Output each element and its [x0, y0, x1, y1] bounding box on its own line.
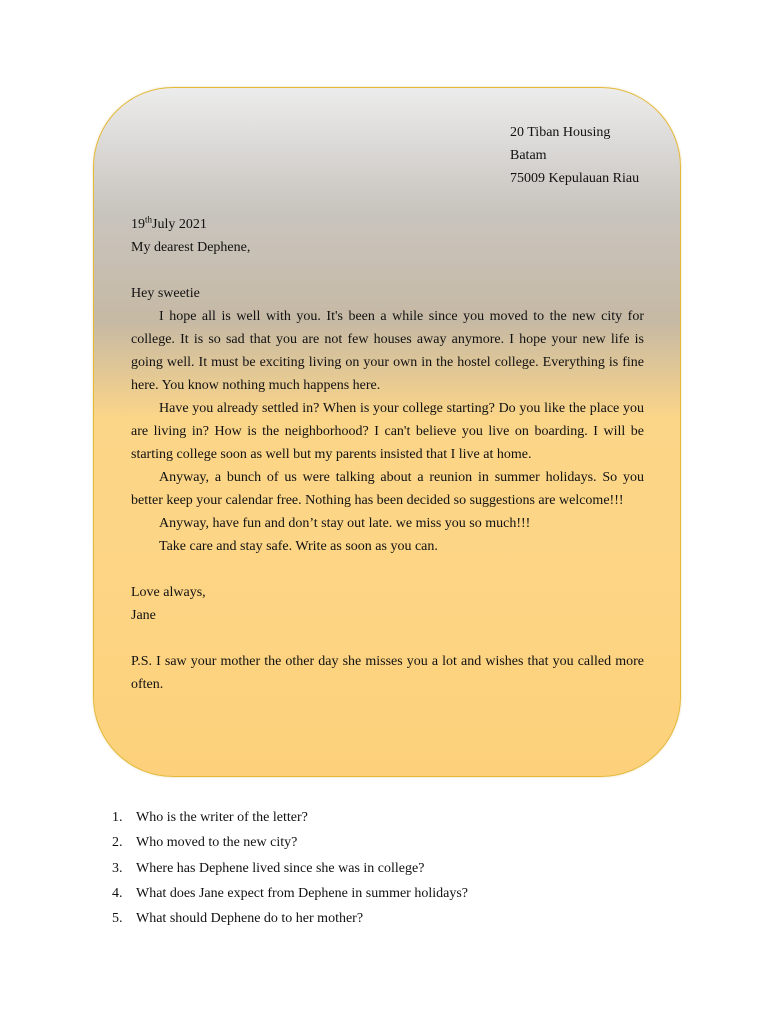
- address-line-1: 20 Tiban Housing: [510, 125, 611, 140]
- question-number: 5.: [112, 911, 123, 927]
- question-text: What should Dephene do to her mother?: [136, 911, 364, 927]
- question-number: 1.: [112, 810, 123, 825]
- question-item: [112, 857, 468, 882]
- address-line-2: Batam: [510, 148, 547, 163]
- question-number: 2.: [112, 835, 123, 851]
- date-suffix: th: [145, 214, 153, 225]
- paragraph-2: Have you already settled in? When is your college starting? Do you like the place you are living in? How is the neighborhood? I can't believe you live on boarding. I will be starting college soon as well but my parents insisted that I live at home.: [131, 401, 644, 462]
- opening-greeting: Hey sweetie: [131, 286, 200, 301]
- question-text: Where has Dephene lived since she was in college?: [136, 860, 425, 876]
- letter-body: [131, 213, 644, 696]
- question-item: [112, 907, 468, 932]
- paragraph-5: Take care and stay safe. Write as soon as you can.: [159, 539, 438, 554]
- paragraph-4: Anyway, have fun and don’t stay out late. we miss you so much!!!: [159, 516, 531, 531]
- paragraph-3: Anyway, a bunch of us were talking about a reunion in summer holidays. So you better keep your calendar free. Nothing has been decided so suggestions are welcome!!!: [131, 470, 644, 508]
- date-rest: July 2021: [152, 217, 207, 232]
- question-item: [112, 882, 468, 907]
- question-text: What does Jane expect from Dephene in summer holidays?: [136, 885, 469, 901]
- date-day: 19: [131, 217, 145, 232]
- question-number: 4.: [112, 885, 123, 901]
- postscript: P.S. I saw your mother the other day she misses you a lot and wishes that you called more often.: [131, 654, 644, 692]
- question-item: [112, 806, 468, 831]
- salutation: My dearest Dephene,: [131, 240, 251, 255]
- letter-date: [131, 213, 644, 236]
- question-item: [112, 831, 468, 856]
- signature: Jane: [131, 608, 156, 623]
- question-text: Who moved to the new city?: [136, 835, 298, 851]
- question-number: 3.: [112, 860, 123, 876]
- closing: Love always,: [131, 585, 206, 600]
- address-line-3: 75009 Kepulauan Riau: [510, 171, 640, 186]
- paragraph-1: I hope all is well with you. It's been a while since you moved to the new city for college. It is so sad that you are not few houses away anymore. I hope your new life is going well. It must be exciting living on your own in the hostel college. Everything is fine here. You know nothing much happens here.: [131, 309, 644, 393]
- question-list: [112, 806, 468, 932]
- question-text: Who is the writer of the letter?: [136, 810, 308, 825]
- sender-address: [510, 121, 639, 190]
